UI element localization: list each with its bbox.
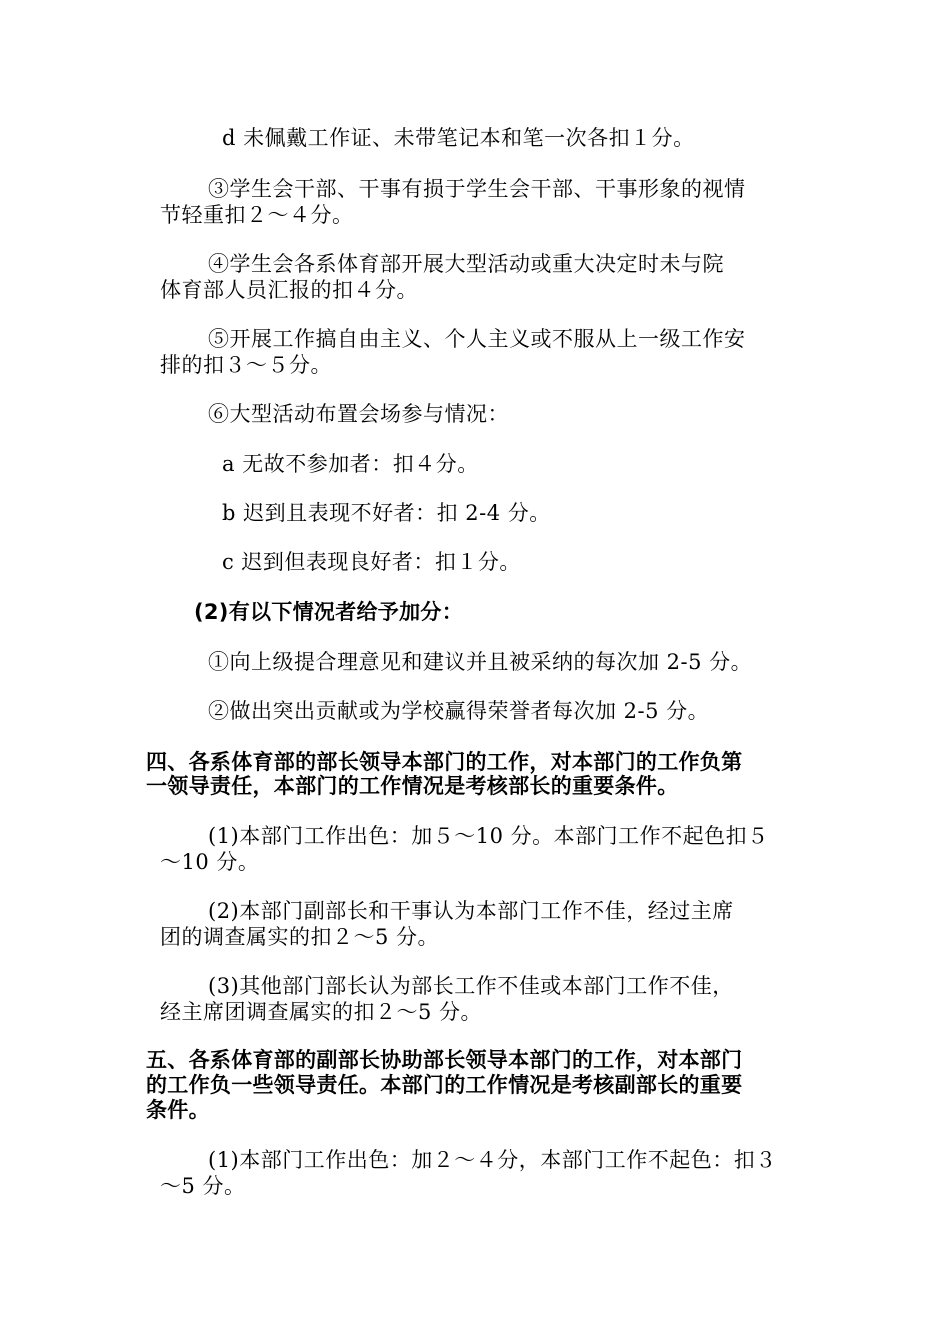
section-4-heading-line-1: 四、各系体育部的部长领导本部门的工作，对本部门的工作负第 (146, 750, 743, 774)
section-4-item-2-line-1: (2)本部门副部长和干事认为本部门工作不佳，经过主席 (208, 899, 734, 923)
section-4-item-1-line-2: ～10 分。 (160, 850, 260, 874)
bonus-item-1: ①向上级提合理意见和建议并且被采纳的每次加 2-5 分。 (208, 650, 753, 674)
rule-3-line-2: 节轻重扣２～４分。 (160, 203, 354, 227)
rule-4-line-2: 体育部人员汇报的扣４分。 (160, 278, 418, 302)
section-4-heading-line-2: 一领导责任，本部门的工作情况是考核部长的重要条件。 (146, 774, 679, 798)
section-4-item-3-line-1: (3)其他部门部长认为部长工作不佳或本部门工作不佳， (208, 974, 734, 998)
bonus-item-2: ②做出突出贡献或为学校赢得荣誉者每次加 2-5 分。 (208, 699, 710, 723)
rule-3-line-1: ③学生会干部、干事有损于学生会干部、干事形象的视情 (208, 177, 746, 201)
rule-6-item-c: c 迟到但表现良好者：扣１分。 (222, 550, 521, 574)
rule-6-heading: ⑥大型活动布置会场参与情况： (208, 402, 509, 426)
section-4-item-2-line-2: 团的调查属实的扣２～5 分。 (160, 925, 440, 949)
section-5-heading-line-2: 的工作负一些领导责任。本部门的工作情况是考核副部长的重要 (146, 1073, 743, 1097)
section-5-heading-line-3: 条件。 (146, 1098, 210, 1122)
rule-4-line-1: ④学生会各系体育部开展大型活动或重大决定时未与院 (208, 252, 724, 276)
rule-6-item-b: b 迟到且表现不好者：扣 2-4 分。 (222, 501, 551, 525)
item-d-no-badge: d 未佩戴工作证、未带笔记本和笔一次各扣１分。 (222, 126, 695, 150)
section-5-item-1-line-2: ～5 分。 (160, 1174, 246, 1198)
section-4-item-3-line-2: 经主席团调查属实的扣２～5 分。 (160, 1000, 483, 1024)
section-4-item-1-line-1: (1)本部门工作出色：加５～10 分。本部门工作不起色扣５ (208, 824, 769, 848)
rule-5-line-2: 排的扣３～５分。 (160, 353, 332, 377)
rule-6-item-a: a 无故不参加者：扣４分。 (222, 452, 479, 476)
rule-5-line-1: ⑤开展工作搞自由主义、个人主义或不服从上一级工作安 (208, 327, 746, 351)
section-5-heading-line-1: 五、各系体育部的副部长协助部长领导本部门的工作，对本部门 (146, 1048, 743, 1072)
bonus-heading: (2)有以下情况者给予加分： (194, 600, 464, 624)
section-5-item-1-line-1: (1)本部门工作出色：加２～４分，本部门工作不起色：扣３ (208, 1148, 777, 1172)
